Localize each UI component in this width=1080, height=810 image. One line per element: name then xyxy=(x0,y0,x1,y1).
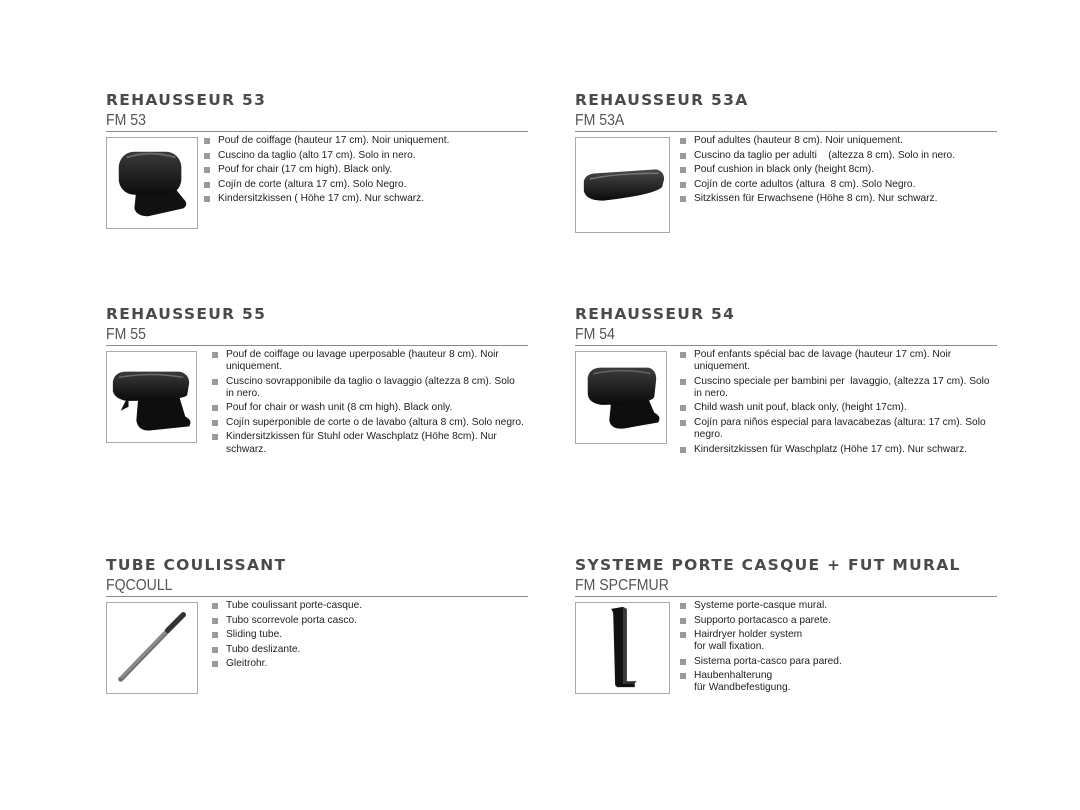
list-item: Cojín para niños especial para lavacabezas (altura: 17 cm). Solo negro. xyxy=(680,417,992,441)
list-item: Pouf for chair or wash unit (8 cm high). Black only. xyxy=(212,402,524,414)
wall-holder-bracket-icon xyxy=(576,603,669,693)
list-item: Gleitrohr. xyxy=(212,658,524,670)
list-item: Cuscino da taglio (alto 17 cm). Solo in nero. xyxy=(204,150,524,162)
divider xyxy=(575,131,997,132)
adult-cushion-53a-icon xyxy=(576,138,669,232)
list-item: Pouf enfants spécial bac de lavage (hauteur 17 cm). Noir uniquement. xyxy=(680,349,992,373)
list-item: Pouf adultes (hauteur 8 cm). Noir uniquement. xyxy=(680,135,992,147)
product-code: FQCOULL xyxy=(106,577,173,594)
stackable-cushion-55-icon xyxy=(107,352,196,442)
list-item: Haubenhalterung für Wandbefestigung. xyxy=(680,670,992,694)
list-item: Systeme porte-casque mural. xyxy=(680,600,992,612)
divider xyxy=(575,596,997,597)
divider xyxy=(106,345,528,346)
list-item: Cuscino da taglio per adulti (altezza 8 cm). Solo in nero. xyxy=(680,150,992,162)
list-item: Sistema porta-casco para pared. xyxy=(680,656,992,668)
product-description-list xyxy=(680,349,992,458)
divider xyxy=(106,131,528,132)
list-item: Tubo scorrevole porta casco. xyxy=(212,615,524,627)
product-description-list xyxy=(680,600,992,697)
product-description-list xyxy=(204,135,524,208)
list-item: Hairdryer holder system for wall fixation. xyxy=(680,629,992,653)
product-title: TUBE COULISSANT xyxy=(106,556,287,574)
product-description-list xyxy=(212,600,524,673)
list-item: Tube coulissant porte-casque. xyxy=(212,600,524,612)
list-item: Sitzkissen für Erwachsene (Höhe 8 cm). Nur schwarz. xyxy=(680,193,992,205)
list-item: Cojín superponible de corte o de lavabo (altura 8 cm). Solo negro. xyxy=(212,417,524,429)
product-image xyxy=(106,351,197,443)
list-item: Supporto portacasco a parete. xyxy=(680,615,992,627)
product-image xyxy=(106,602,198,694)
product-title: REHAUSSEUR 55 xyxy=(106,305,267,323)
list-item: Cuscino speciale per bambini per lavaggio, (altezza 17 cm). Solo in nero. xyxy=(680,376,992,400)
list-item: Kindersitzkissen für Waschplatz (Höhe 17 cm). Nur schwarz. xyxy=(680,444,992,456)
child-wash-pouf-54-icon xyxy=(576,352,666,443)
list-item: Pouf de coiffage ou lavage uperposable (hauteur 8 cm). Noir uniquement. xyxy=(212,349,524,373)
list-item: Pouf de coiffage (hauteur 17 cm). Noir uniquement. xyxy=(204,135,524,147)
product-code: FM 55 xyxy=(106,326,146,343)
product-image xyxy=(575,137,670,233)
sliding-tube-icon xyxy=(107,603,197,693)
list-item: Cuscino sovrapponibile da taglio o lavaggio (altezza 8 cm). Solo in nero. xyxy=(212,376,524,400)
product-code: FM SPCFMUR xyxy=(575,577,669,594)
product-title: REHAUSSEUR 53 xyxy=(106,91,267,109)
product-code: FM 53 xyxy=(106,112,146,129)
list-item: Cojín de corte adultos (altura 8 cm). Solo Negro. xyxy=(680,179,992,191)
list-item: Pouf cushion in black only (height 8cm). xyxy=(680,164,992,176)
list-item: Child wash unit pouf, black only, (height 17cm). xyxy=(680,402,992,414)
product-code: FM 53A xyxy=(575,112,625,129)
booster-cushion-53-icon xyxy=(107,138,197,228)
product-image xyxy=(575,602,670,694)
product-description-list xyxy=(680,135,992,208)
product-title: REHAUSSEUR 54 xyxy=(575,305,736,323)
list-item: Cojín de corte (altura 17 cm). Solo Negro. xyxy=(204,179,524,191)
divider xyxy=(106,596,528,597)
product-code: FM 54 xyxy=(575,326,615,343)
list-item: Kindersitzkissen ( Höhe 17 cm). Nur schwarz. xyxy=(204,193,524,205)
product-title: REHAUSSEUR 53A xyxy=(575,91,749,109)
divider xyxy=(575,345,997,346)
list-item: Kindersitzkissen für Stuhl oder Waschplatz (Höhe 8cm). Nur schwarz. xyxy=(212,431,524,455)
product-title: SYSTEME PORTE CASQUE + FUT MURAL xyxy=(575,556,961,574)
product-image xyxy=(575,351,667,444)
product-image xyxy=(106,137,198,229)
list-item: Pouf for chair (17 cm high). Black only. xyxy=(204,164,524,176)
list-item: Tubo deslizante. xyxy=(212,644,524,656)
list-item: Sliding tube. xyxy=(212,629,524,641)
product-description-list xyxy=(212,349,524,458)
